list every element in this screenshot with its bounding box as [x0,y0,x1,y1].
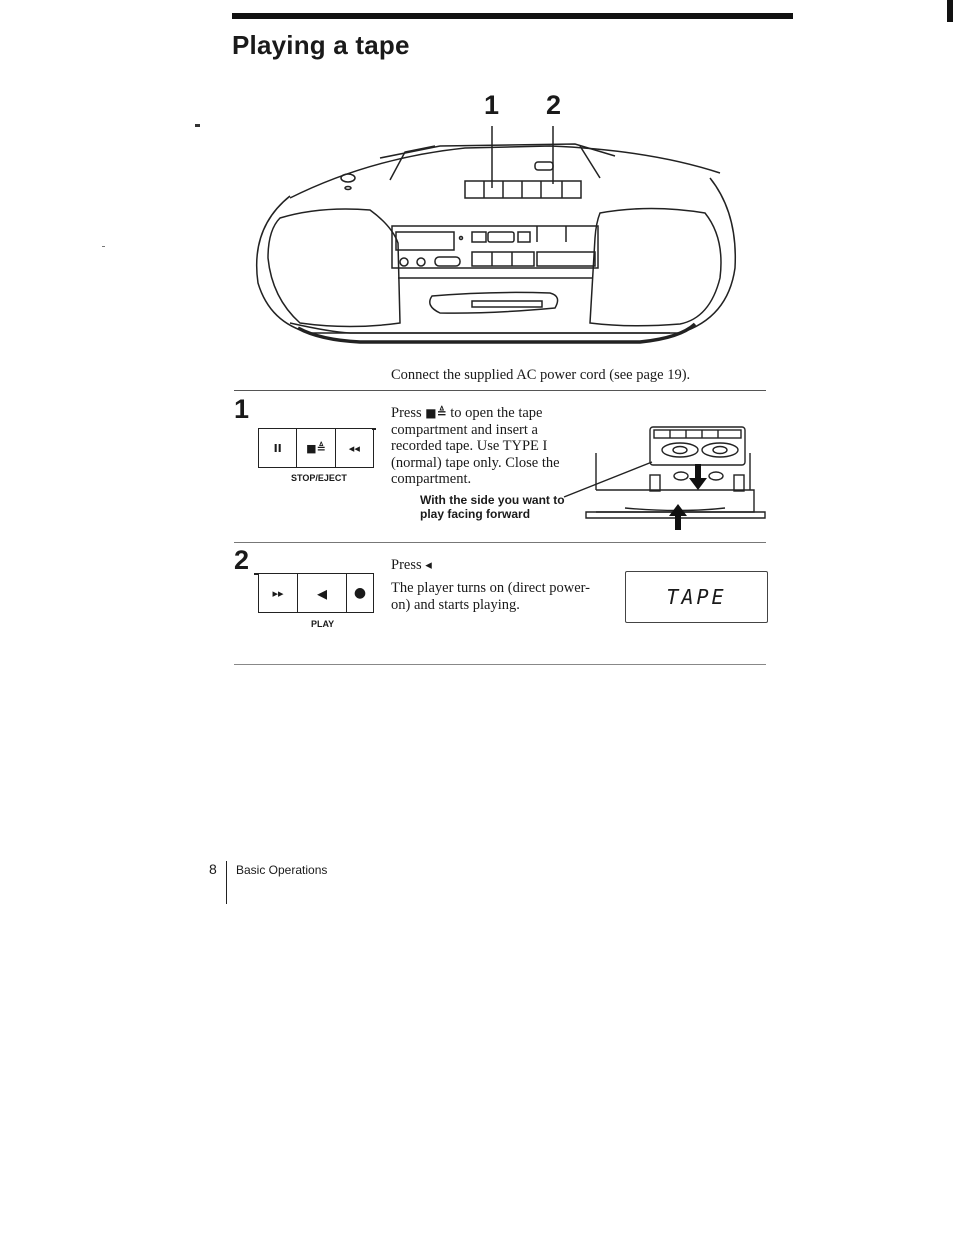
play-symbol: ◂ [425,558,432,573]
panel-tick [254,573,258,575]
stop-eject-button-panel [258,428,374,468]
section-end-rule [234,664,766,665]
section-name: Basic Operations [236,863,328,877]
stray-mark [195,124,200,127]
step-1-press-word: Press [391,405,422,421]
play-button[interactable]: ◂ [298,574,347,612]
step-1-number: 1 [234,394,250,424]
step-2-press-line [391,557,432,575]
page-title: Playing a tape [232,30,410,60]
step-2-press-word: Press [391,557,422,573]
header-rule [232,13,793,19]
step-2-number: 2 [234,545,250,575]
section-rule [234,542,766,543]
rewind-button[interactable]: ◂◂ [348,441,360,455]
callout-1: 1 [484,90,500,120]
panel-tick [372,428,376,430]
step-1-instructions [391,405,583,488]
fast-forward-button[interactable]: ▸▸ [259,574,298,612]
cassette-orientation-note: With the side you want to play facing forward [420,493,565,521]
callout-2: 2 [546,90,562,120]
play-label: PLAY [311,619,335,629]
footer-divider [226,861,227,904]
stop-eject-symbol: ■≜ [425,406,447,420]
record-button[interactable]: ● [353,585,367,601]
page-number: 8 [209,861,217,877]
stop-eject-label: STOP/EJECT [291,473,347,483]
play-button-panel [258,573,374,613]
cassette-insertion-illustration [560,420,770,530]
step-2-text: The player turns on (direct power-on) and starts playing. [391,580,591,613]
figure-caption: Connect the supplied AC power cord (see page 19). [391,367,691,383]
lcd-display-text: TAPE [666,585,727,609]
lcd-display [625,571,768,623]
section-rule [234,390,766,391]
stop-eject-button[interactable]: ■≜ [297,429,335,467]
edge-tab-mark [947,0,953,22]
boombox-illustration [250,118,740,348]
step-1-text: to open the tape compartment and insert a recorded tape. Use TYPE I (normal) tape only. Close the compartment. [391,405,560,487]
pause-button[interactable]: II [259,429,297,467]
stray-mark [102,246,105,247]
